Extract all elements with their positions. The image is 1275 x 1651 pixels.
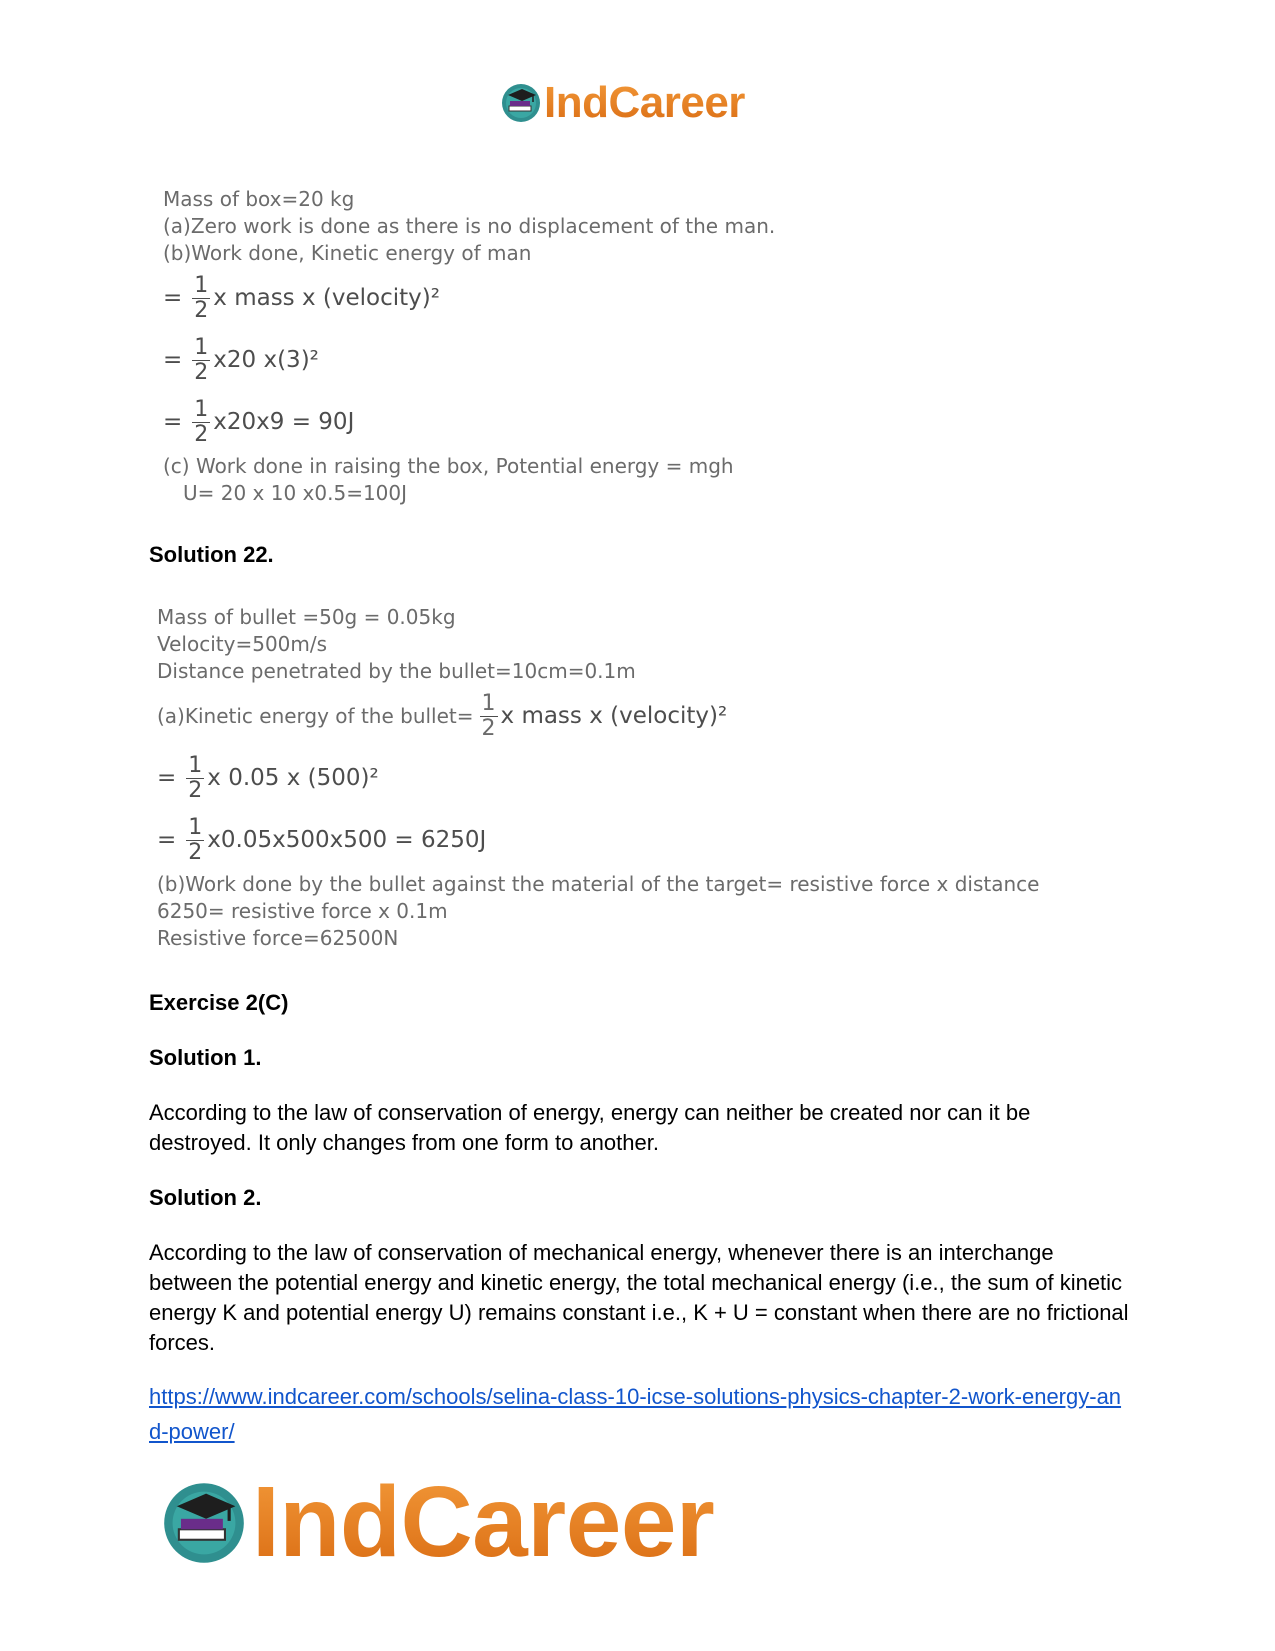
equation-rest: x20x9 = 90J xyxy=(213,408,355,435)
brand-wordmark: IndCareer xyxy=(544,78,745,127)
text-line: Distance penetrated by the bullet=10cm=0.1m xyxy=(157,659,636,683)
fraction xyxy=(192,336,210,385)
denominator: 2 xyxy=(194,421,209,447)
text-line: Mass of box=20 kg xyxy=(163,187,355,211)
numerator: 1 xyxy=(481,690,496,716)
fraction xyxy=(186,816,204,865)
equation xyxy=(157,809,1039,871)
graduation-cap-books-icon xyxy=(500,82,542,124)
equation xyxy=(157,747,1039,809)
equation-rest: x0.05x500x500 = 6250J xyxy=(207,826,487,853)
equation-prefix: (a)Kinetic energy of the bullet= xyxy=(157,703,474,728)
heading-solution-2: Solution 2. xyxy=(149,1185,262,1210)
header-logo xyxy=(500,78,745,128)
equation xyxy=(163,391,775,453)
numerator: 1 xyxy=(188,814,203,840)
denominator: 2 xyxy=(194,359,209,385)
heading-solution-22: Solution 22. xyxy=(149,542,274,567)
denominator: 2 xyxy=(188,777,203,803)
text-line: Resistive force=62500N xyxy=(157,926,399,950)
text-line: (a)Zero work is done as there is no displacement of the man. xyxy=(163,214,776,238)
text-line: Mass of bullet =50g = 0.05kg xyxy=(157,605,456,629)
equals-sign: = xyxy=(157,764,177,791)
equation-rest: x 0.05 x (500)² xyxy=(207,764,379,791)
text-line: Velocity=500m/s xyxy=(157,632,328,656)
solution-21-continuation xyxy=(163,186,775,507)
numerator: 1 xyxy=(194,396,209,422)
heading-solution-1: Solution 1. xyxy=(149,1045,262,1070)
numerator: 1 xyxy=(194,334,209,360)
denominator: 2 xyxy=(481,715,496,741)
denominator: 2 xyxy=(194,297,209,323)
text-line: (b)Work done, Kinetic energy of man xyxy=(163,241,532,265)
paragraph-solution-2: According to the law of conservation of mechanical energy, whenever there is an interchange between the potential energy and kinetic energy, the total mechanical energy (i.e., the sum of kinetic energy K and potential energy U) remains constant i.e., K + U = constant when there are no frictional forces. xyxy=(149,1240,1129,1355)
fraction xyxy=(192,274,210,323)
equation-rest: x mass x (velocity)² xyxy=(500,702,728,729)
footer-logo xyxy=(160,1465,714,1580)
fraction xyxy=(480,692,498,741)
equals-sign: = xyxy=(157,826,177,853)
text-line: (c) Work done in raising the box, Potential energy = mgh xyxy=(163,454,734,478)
equals-sign: = xyxy=(163,408,183,435)
fraction xyxy=(192,398,210,447)
equation xyxy=(157,685,1039,747)
heading-exercise: Exercise 2(C) xyxy=(149,990,289,1015)
paragraph-solution-1: According to the law of conservation of energy, energy can neither be created nor can it be destroyed. It only changes from one form to another. xyxy=(149,1100,1031,1155)
text-line: U= 20 x 10 x0.5=100J xyxy=(183,481,408,505)
brand-wordmark: IndCareer xyxy=(252,1466,715,1578)
equation xyxy=(163,267,775,329)
numerator: 1 xyxy=(188,752,203,778)
equals-sign: = xyxy=(163,346,183,373)
equation-rest: x mass x (velocity)² xyxy=(213,284,440,311)
equation xyxy=(163,329,775,391)
equals-sign: = xyxy=(163,284,183,311)
numerator: 1 xyxy=(194,272,209,298)
graduation-cap-books-icon xyxy=(160,1479,248,1567)
denominator: 2 xyxy=(188,839,203,865)
text-line: (b)Work done by the bullet against the material of the target= resistive force x distance xyxy=(157,872,1040,896)
equation-rest: x20 x(3)² xyxy=(213,346,319,373)
fraction xyxy=(186,754,204,803)
source-link[interactable]: https://www.indcareer.com/schools/selina-class-10-icse-solutions-physics-chapter-2-work-energy-and-power/ xyxy=(149,1384,1122,1444)
text-line: 6250= resistive force x 0.1m xyxy=(157,899,448,923)
solution-22-body xyxy=(157,604,1039,952)
